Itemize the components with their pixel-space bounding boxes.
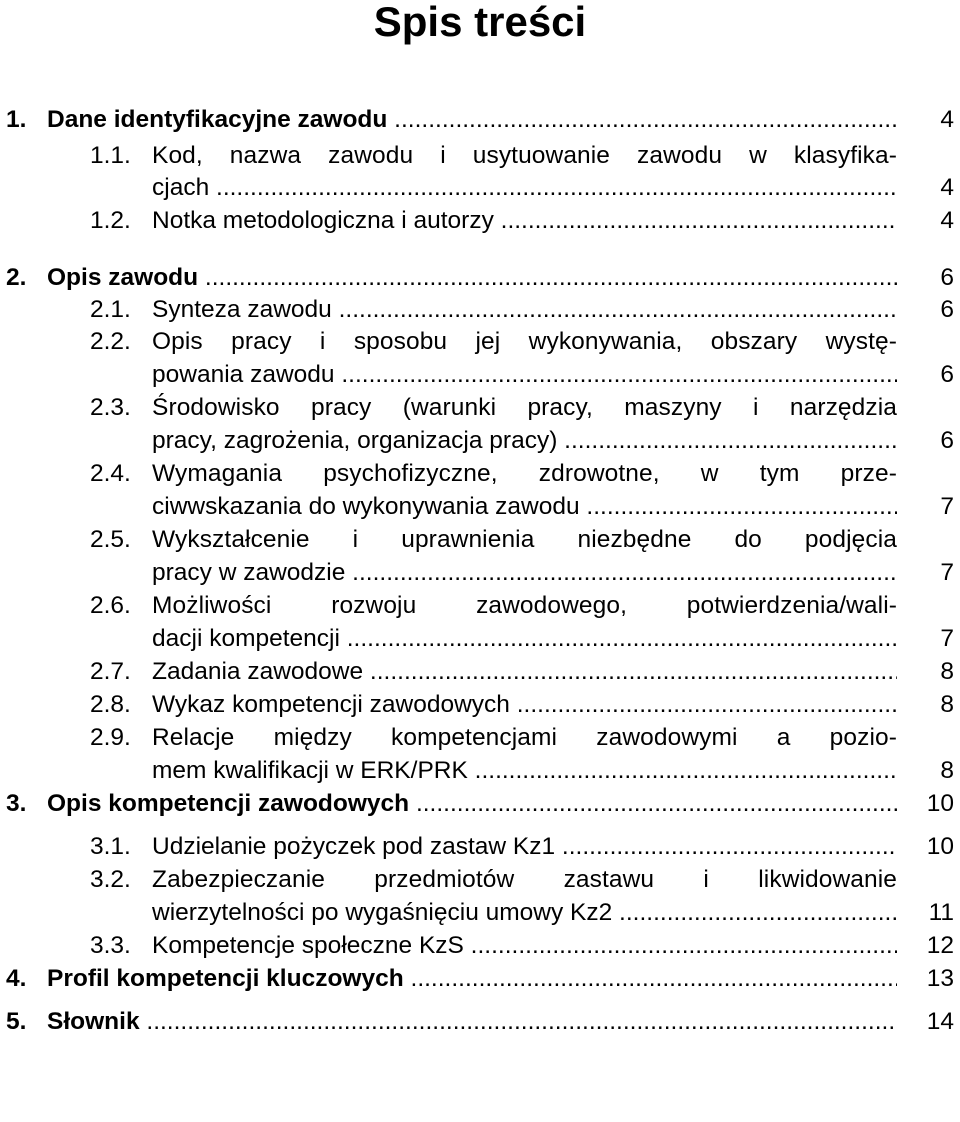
toc-entry-title: pracy, zagrożenia, organizacja pracy) ..... [152, 425, 897, 457]
toc-page-number: 8 [940, 757, 954, 784]
toc-entry-title: Wymagania psychofizyczne, zdrowotne, w tym prze- [152, 460, 897, 487]
toc-entry-number: 5. [6, 1008, 27, 1035]
toc-entry-number: 2. [6, 264, 27, 291]
toc-entry-line[interactable] [0, 897, 960, 929]
toc-entry-title: powania zawodu ..... [152, 359, 897, 391]
toc-page-number: 4 [940, 207, 954, 234]
toc-entry-line[interactable] [0, 294, 960, 326]
toc-entry-title: Kompetencje społeczne KzS ..... [152, 930, 897, 962]
toc-page-number: 6 [940, 296, 954, 323]
toc-entry-number: 3.3. [90, 932, 131, 959]
toc-entry-line[interactable] [0, 930, 960, 962]
toc-entry-title: Synteza zawodu ..... [152, 294, 897, 326]
toc-entry-line[interactable] [0, 524, 960, 556]
toc-entry-number: 2.9. [90, 724, 131, 751]
toc-page-number: 6 [940, 264, 954, 291]
toc-entry-title: Dane identyfikacyjne zawodu ..... [47, 104, 897, 136]
toc-entry-line[interactable] [0, 689, 960, 721]
toc-page-number: 13 [926, 965, 954, 992]
toc-entry-line[interactable] [0, 359, 960, 391]
toc-entry-line[interactable] [0, 656, 960, 688]
toc-page-number: 4 [940, 174, 954, 201]
toc-page-number: 7 [940, 625, 954, 652]
page-title: Spis treści [373, 0, 587, 45]
toc-entry-title: Kod, nazwa zawodu i usytuowanie zawodu w klasyfika- [152, 142, 897, 169]
toc-entry-title: Relacje między kompetencjami zawodowymi a pozio- [152, 724, 897, 751]
toc-entry-line[interactable] [0, 755, 960, 787]
toc-entry-title: pracy w zawodzie ..... [152, 557, 897, 589]
toc-entry-line[interactable] [0, 392, 960, 424]
toc-page-number: 11 [928, 899, 954, 926]
toc-page-number: 8 [940, 658, 954, 685]
toc-entry-number: 2.5. [90, 526, 131, 553]
toc-entry-title: Zabezpieczanie przedmiotów zastawu i likwidowanie [152, 866, 897, 893]
toc-page-number: 6 [940, 427, 954, 454]
toc-entry-number: 2.4. [90, 460, 131, 487]
toc-entry-title: Słownik ..... [47, 1006, 897, 1038]
toc-entry-number: 4. [6, 965, 27, 992]
toc-entry-title: Zadania zawodowe ..... [152, 656, 897, 688]
toc-entry-line[interactable] [0, 140, 960, 172]
toc-entry-line[interactable] [0, 425, 960, 457]
toc-entry-number: 2.2. [90, 328, 131, 355]
toc-entry-title: Profil kompetencji kluczowych ..... [47, 963, 897, 995]
toc-entry-line[interactable] [0, 326, 960, 358]
toc-entry-line[interactable] [0, 590, 960, 622]
toc-entry-title: dacji kompetencji ..... [152, 623, 897, 655]
toc-entry-line[interactable] [0, 262, 960, 294]
toc-entry-number: 3.1. [90, 833, 131, 860]
toc-entry-title: Opis pracy i sposobu jej wykonywania, obszary wystę- [152, 328, 897, 355]
toc-entry-line[interactable] [0, 104, 960, 136]
toc-entry-number: 2.6. [90, 592, 131, 619]
toc-entry-title: Możliwości rozwoju zawodowego, potwierdzenia/wali- [152, 592, 897, 619]
toc-entry-number: 1.2. [90, 207, 131, 234]
toc-page-number: 10 [926, 790, 954, 817]
toc-page-number: 14 [926, 1008, 954, 1035]
toc-entry-number: 2.7. [90, 658, 131, 685]
toc-entry-title: cjach ..... [152, 172, 897, 204]
toc-entry-number: 3. [6, 790, 27, 817]
toc-entry-title: ciwwskazania do wykonywania zawodu ..... [152, 491, 897, 523]
toc-entry-line[interactable] [0, 831, 960, 863]
toc-entry-line[interactable] [0, 864, 960, 896]
toc-page-number: 8 [940, 691, 954, 718]
toc-entry-number: 3.2. [90, 866, 131, 893]
toc-entry-line[interactable] [0, 458, 960, 490]
toc-page-number: 4 [940, 106, 954, 133]
toc-entry-line[interactable] [0, 722, 960, 754]
toc-entry-line[interactable] [0, 172, 960, 204]
toc-entry-number: 1.1. [90, 142, 131, 169]
toc-entry-line[interactable] [0, 623, 960, 655]
toc-page-number: 7 [940, 559, 954, 586]
toc-entry-number: 1. [6, 106, 27, 133]
toc-page-number: 10 [926, 833, 954, 860]
toc-entry-title: Opis kompetencji zawodowych ..... [47, 788, 897, 820]
toc-entry-title: Opis zawodu ..... [47, 262, 897, 294]
toc-page-number: 7 [940, 493, 954, 520]
toc-entry-title: wierzytelności po wygaśnięciu umowy Kz2 ..... [152, 897, 897, 929]
toc-entry-line[interactable] [0, 788, 960, 820]
toc-entry-line[interactable] [0, 1006, 960, 1038]
toc-entry-number: 2.8. [90, 691, 131, 718]
toc-page-number: 6 [940, 361, 954, 388]
toc-entry-line[interactable] [0, 963, 960, 995]
toc-entry-number: 2.1. [90, 296, 131, 323]
toc-page-number: 12 [926, 932, 954, 959]
toc-entry-title: mem kwalifikacji w ERK/PRK ..... [152, 755, 897, 787]
toc-entry-line[interactable] [0, 491, 960, 523]
toc-entry-number: 2.3. [90, 394, 131, 421]
toc-entry-title: Wykształcenie i uprawnienia niezbędne do podjęcia [152, 526, 897, 553]
toc-entry-line[interactable] [0, 557, 960, 589]
toc-entry-title: Wykaz kompetencji zawodowych ..... [152, 689, 897, 721]
toc-entry-title: Notka metodologiczna i autorzy ..... [152, 205, 897, 237]
toc-entry-line[interactable] [0, 205, 960, 237]
toc-entry-title: Udzielanie pożyczek pod zastaw Kz1 ..... [152, 831, 897, 863]
toc-entry-title: Środowisko pracy (warunki pracy, maszyny i narzędzia [152, 394, 897, 421]
